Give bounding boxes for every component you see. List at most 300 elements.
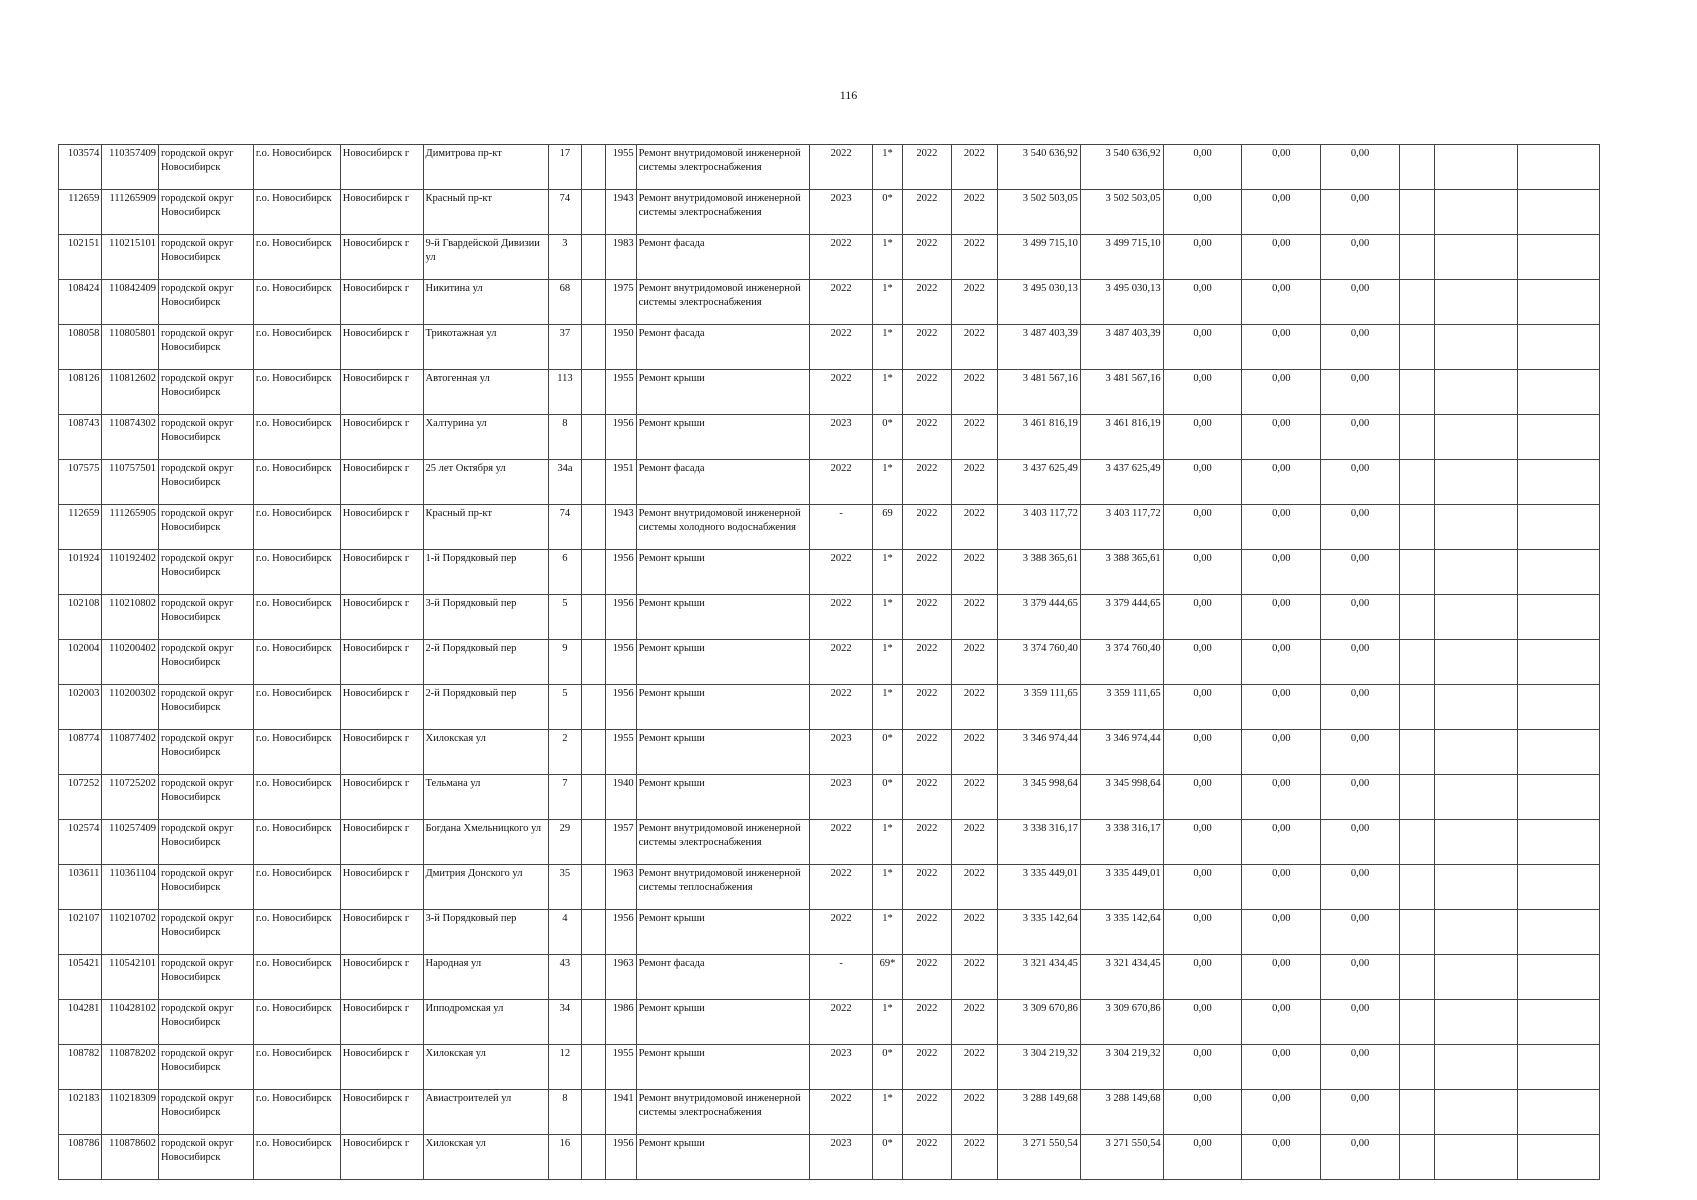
cell-house-id: 102574 — [59, 820, 102, 865]
cell-local-cost: 0,00 — [1321, 190, 1400, 235]
cell-extra-1 — [1399, 235, 1434, 280]
table-row — [59, 325, 1600, 370]
cell-house-number: 43 — [548, 955, 581, 1000]
cell-building — [582, 955, 606, 1000]
cell-total-cost: 3 495 030,13 — [998, 280, 1081, 325]
cell-start-year: 2022 — [903, 865, 951, 910]
cell-total-cost: 3 403 117,72 — [998, 505, 1081, 550]
table-row — [59, 415, 1600, 460]
cell-street: 2-й Порядковый пер — [423, 685, 548, 730]
cell-extra-1 — [1399, 685, 1434, 730]
cell-start-year: 2022 — [903, 955, 951, 1000]
cell-extra-1 — [1399, 865, 1434, 910]
cell-extra-3 — [1518, 640, 1600, 685]
cell-municipality: городской округ Новосибирск — [158, 280, 253, 325]
cell-house-number: 6 — [548, 550, 581, 595]
cell-street: Димитрова пр-кт — [423, 145, 548, 190]
cell-end-year: 2022 — [951, 550, 997, 595]
cell-start-year: 2022 — [903, 370, 951, 415]
cell-work-type: Ремонт крыши — [636, 910, 810, 955]
cell-reason-code: 0* — [872, 415, 902, 460]
cell-reason-code: 1* — [872, 820, 902, 865]
cell-total-cost: 3 487 403,39 — [998, 325, 1081, 370]
cell-total-cost: 3 502 503,05 — [998, 190, 1081, 235]
cell-municipality: городской округ Новосибирск — [158, 640, 253, 685]
cell-street: Авиастроителей ул — [423, 1090, 548, 1135]
table-row — [59, 235, 1600, 280]
cell-reason-code: 0* — [872, 1135, 902, 1180]
cell-street: Трикотажная ул — [423, 325, 548, 370]
cell-total-cost: 3 309 670,86 — [998, 1000, 1081, 1045]
cell-reason-code: 1* — [872, 1000, 902, 1045]
cell-extra-1 — [1399, 550, 1434, 595]
cell-planned-year: 2022 — [810, 325, 873, 370]
cell-extra-2 — [1435, 595, 1518, 640]
cell-regional-cost: 0,00 — [1242, 280, 1321, 325]
cell-extra-3 — [1518, 955, 1600, 1000]
cell-reason-code: 1* — [872, 325, 902, 370]
cell-fund-cost: 3 321 434,45 — [1080, 955, 1163, 1000]
cell-regional-cost: 0,00 — [1242, 235, 1321, 280]
cell-regional-cost: 0,00 — [1242, 1090, 1321, 1135]
cell-total-cost: 3 379 444,65 — [998, 595, 1081, 640]
cell-planned-year: 2023 — [810, 775, 873, 820]
cell-local-cost: 0,00 — [1321, 730, 1400, 775]
cell-federal-cost: 0,00 — [1163, 595, 1242, 640]
cell-fund-cost: 3 502 503,05 — [1080, 190, 1163, 235]
cell-work-type: Ремонт внутридомовой инженерной системы электроснабжения — [636, 280, 810, 325]
cell-fund-cost: 3 495 030,13 — [1080, 280, 1163, 325]
cell-build-year: 1956 — [606, 415, 636, 460]
cell-federal-cost: 0,00 — [1163, 820, 1242, 865]
cell-municipality: городской округ Новосибирск — [158, 595, 253, 640]
cell-planned-year: 2023 — [810, 730, 873, 775]
cell-federal-cost: 0,00 — [1163, 865, 1242, 910]
cell-extra-2 — [1435, 730, 1518, 775]
cell-local-cost: 0,00 — [1321, 325, 1400, 370]
cell-extra-3 — [1518, 865, 1600, 910]
cell-start-year: 2022 — [903, 910, 951, 955]
cell-building — [582, 415, 606, 460]
cell-building — [582, 145, 606, 190]
cell-settlement: Новосибирск г — [340, 685, 423, 730]
cell-build-year: 1951 — [606, 460, 636, 505]
cell-house-id: 102151 — [59, 235, 102, 280]
cell-district: г.о. Новосибирск — [253, 1000, 340, 1045]
cell-house-number: 17 — [548, 145, 581, 190]
cell-house-id: 107252 — [59, 775, 102, 820]
table-row — [59, 280, 1600, 325]
cell-extra-2 — [1435, 685, 1518, 730]
cell-total-cost: 3 271 550,54 — [998, 1135, 1081, 1180]
cell-extra-1 — [1399, 910, 1434, 955]
cell-extra-1 — [1399, 1135, 1434, 1180]
cell-extra-3 — [1518, 370, 1600, 415]
cell-work-id: 110210802 — [102, 595, 159, 640]
cell-municipality: городской округ Новосибирск — [158, 1135, 253, 1180]
cell-work-type: Ремонт крыши — [636, 730, 810, 775]
cell-end-year: 2022 — [951, 235, 997, 280]
cell-extra-1 — [1399, 1000, 1434, 1045]
cell-local-cost: 0,00 — [1321, 910, 1400, 955]
cell-end-year: 2022 — [951, 640, 997, 685]
cell-building — [582, 370, 606, 415]
cell-fund-cost: 3 499 715,10 — [1080, 235, 1163, 280]
cell-building — [582, 235, 606, 280]
cell-work-id: 110805801 — [102, 325, 159, 370]
cell-street: 2-й Порядковый пер — [423, 640, 548, 685]
cell-planned-year: 2022 — [810, 640, 873, 685]
cell-extra-2 — [1435, 325, 1518, 370]
cell-street: 3-й Порядковый пер — [423, 595, 548, 640]
cell-street: Ипподромская ул — [423, 1000, 548, 1045]
cell-federal-cost: 0,00 — [1163, 1000, 1242, 1045]
cell-build-year: 1983 — [606, 235, 636, 280]
table-row — [59, 955, 1600, 1000]
cell-regional-cost: 0,00 — [1242, 1135, 1321, 1180]
cell-reason-code: 0* — [872, 190, 902, 235]
cell-street: Хилокская ул — [423, 1135, 548, 1180]
cell-end-year: 2022 — [951, 685, 997, 730]
cell-district: г.о. Новосибирск — [253, 145, 340, 190]
cell-district: г.о. Новосибирск — [253, 1090, 340, 1135]
cell-end-year: 2022 — [951, 190, 997, 235]
cell-house-id: 108424 — [59, 280, 102, 325]
cell-total-cost: 3 288 149,68 — [998, 1090, 1081, 1135]
cell-settlement: Новосибирск г — [340, 595, 423, 640]
cell-end-year: 2022 — [951, 460, 997, 505]
cell-federal-cost: 0,00 — [1163, 280, 1242, 325]
cell-build-year: 1986 — [606, 1000, 636, 1045]
cell-local-cost: 0,00 — [1321, 1135, 1400, 1180]
cell-end-year: 2022 — [951, 730, 997, 775]
cell-settlement: Новосибирск г — [340, 1090, 423, 1135]
cell-regional-cost: 0,00 — [1242, 730, 1321, 775]
cell-extra-2 — [1435, 190, 1518, 235]
cell-settlement: Новосибирск г — [340, 415, 423, 460]
cell-work-id: 110725202 — [102, 775, 159, 820]
cell-extra-3 — [1518, 1045, 1600, 1090]
cell-house-id: 108743 — [59, 415, 102, 460]
cell-municipality: городской округ Новосибирск — [158, 550, 253, 595]
cell-house-number: 37 — [548, 325, 581, 370]
cell-municipality: городской округ Новосибирск — [158, 370, 253, 415]
cell-extra-1 — [1399, 325, 1434, 370]
cell-house-id: 108786 — [59, 1135, 102, 1180]
cell-planned-year: 2023 — [810, 415, 873, 460]
cell-fund-cost: 3 309 670,86 — [1080, 1000, 1163, 1045]
cell-building — [582, 595, 606, 640]
cell-extra-3 — [1518, 685, 1600, 730]
cell-house-number: 16 — [548, 1135, 581, 1180]
cell-settlement: Новосибирск г — [340, 190, 423, 235]
cell-house-number: 74 — [548, 190, 581, 235]
cell-planned-year: 2022 — [810, 550, 873, 595]
cell-settlement: Новосибирск г — [340, 955, 423, 1000]
cell-end-year: 2022 — [951, 280, 997, 325]
cell-house-number: 12 — [548, 1045, 581, 1090]
cell-federal-cost: 0,00 — [1163, 460, 1242, 505]
cell-planned-year: 2022 — [810, 595, 873, 640]
cell-regional-cost: 0,00 — [1242, 370, 1321, 415]
cell-fund-cost: 3 346 974,44 — [1080, 730, 1163, 775]
cell-settlement: Новосибирск г — [340, 1045, 423, 1090]
cell-fund-cost: 3 335 449,01 — [1080, 865, 1163, 910]
cell-build-year: 1963 — [606, 955, 636, 1000]
cell-extra-2 — [1435, 1090, 1518, 1135]
cell-local-cost: 0,00 — [1321, 1045, 1400, 1090]
cell-extra-1 — [1399, 1045, 1434, 1090]
cell-federal-cost: 0,00 — [1163, 325, 1242, 370]
cell-start-year: 2022 — [903, 550, 951, 595]
cell-reason-code: 1* — [872, 550, 902, 595]
cell-house-id: 107575 — [59, 460, 102, 505]
cell-extra-3 — [1518, 595, 1600, 640]
cell-planned-year: - — [810, 505, 873, 550]
cell-extra-2 — [1435, 370, 1518, 415]
cell-federal-cost: 0,00 — [1163, 370, 1242, 415]
cell-municipality: городской округ Новосибирск — [158, 1090, 253, 1135]
cell-start-year: 2022 — [903, 1000, 951, 1045]
cell-regional-cost: 0,00 — [1242, 415, 1321, 460]
cell-work-type: Ремонт крыши — [636, 640, 810, 685]
cell-fund-cost: 3 461 816,19 — [1080, 415, 1163, 460]
table-row — [59, 550, 1600, 595]
cell-building — [582, 910, 606, 955]
cell-house-number: 8 — [548, 415, 581, 460]
cell-fund-cost: 3 487 403,39 — [1080, 325, 1163, 370]
cell-settlement: Новосибирск г — [340, 1000, 423, 1045]
cell-house-id: 108774 — [59, 730, 102, 775]
cell-district: г.о. Новосибирск — [253, 235, 340, 280]
cell-build-year: 1941 — [606, 1090, 636, 1135]
cell-municipality: городской округ Новосибирск — [158, 730, 253, 775]
cell-street: Халтурина ул — [423, 415, 548, 460]
cell-build-year: 1940 — [606, 775, 636, 820]
cell-district: г.о. Новосибирск — [253, 1045, 340, 1090]
cell-extra-1 — [1399, 595, 1434, 640]
cell-extra-1 — [1399, 415, 1434, 460]
cell-street: 3-й Порядковый пер — [423, 910, 548, 955]
table-row — [59, 1090, 1600, 1135]
cell-extra-1 — [1399, 280, 1434, 325]
cell-end-year: 2022 — [951, 370, 997, 415]
cell-building — [582, 1135, 606, 1180]
cell-extra-2 — [1435, 1135, 1518, 1180]
cell-municipality: городской округ Новосибирск — [158, 415, 253, 460]
cell-federal-cost: 0,00 — [1163, 1135, 1242, 1180]
cell-settlement: Новосибирск г — [340, 730, 423, 775]
cell-district: г.о. Новосибирск — [253, 550, 340, 595]
cell-settlement: Новосибирск г — [340, 865, 423, 910]
cell-fund-cost: 3 271 550,54 — [1080, 1135, 1163, 1180]
cell-house-number: 74 — [548, 505, 581, 550]
cell-extra-3 — [1518, 145, 1600, 190]
cell-extra-1 — [1399, 640, 1434, 685]
cell-extra-1 — [1399, 370, 1434, 415]
cell-fund-cost: 3 379 444,65 — [1080, 595, 1163, 640]
cell-house-number: 5 — [548, 685, 581, 730]
cell-district: г.о. Новосибирск — [253, 460, 340, 505]
cell-house-number: 68 — [548, 280, 581, 325]
cell-regional-cost: 0,00 — [1242, 190, 1321, 235]
cell-work-type: Ремонт крыши — [636, 775, 810, 820]
cell-district: г.о. Новосибирск — [253, 595, 340, 640]
cell-district: г.о. Новосибирск — [253, 910, 340, 955]
cell-work-type: Ремонт крыши — [636, 1045, 810, 1090]
cell-extra-2 — [1435, 910, 1518, 955]
cell-end-year: 2022 — [951, 955, 997, 1000]
cell-local-cost: 0,00 — [1321, 505, 1400, 550]
cell-work-id: 110877402 — [102, 730, 159, 775]
cell-regional-cost: 0,00 — [1242, 1000, 1321, 1045]
cell-total-cost: 3 461 816,19 — [998, 415, 1081, 460]
cell-street: Хилокская ул — [423, 730, 548, 775]
cell-fund-cost: 3 437 625,49 — [1080, 460, 1163, 505]
cell-build-year: 1943 — [606, 505, 636, 550]
cell-extra-3 — [1518, 1000, 1600, 1045]
cell-municipality: городской округ Новосибирск — [158, 235, 253, 280]
cell-extra-3 — [1518, 1135, 1600, 1180]
cell-planned-year: 2022 — [810, 1000, 873, 1045]
cell-planned-year: 2022 — [810, 370, 873, 415]
cell-federal-cost: 0,00 — [1163, 505, 1242, 550]
cell-house-id: 102003 — [59, 685, 102, 730]
cell-district: г.о. Новосибирск — [253, 640, 340, 685]
table-body — [59, 145, 1600, 1180]
cell-fund-cost: 3 481 567,16 — [1080, 370, 1163, 415]
cell-district: г.о. Новосибирск — [253, 505, 340, 550]
cell-start-year: 2022 — [903, 415, 951, 460]
cell-house-id: 108782 — [59, 1045, 102, 1090]
cell-regional-cost: 0,00 — [1242, 865, 1321, 910]
cell-federal-cost: 0,00 — [1163, 415, 1242, 460]
cell-extra-1 — [1399, 730, 1434, 775]
cell-work-id: 110428102 — [102, 1000, 159, 1045]
cell-start-year: 2022 — [903, 190, 951, 235]
cell-work-type: Ремонт фасада — [636, 235, 810, 280]
cell-build-year: 1957 — [606, 820, 636, 865]
cell-house-id: 108126 — [59, 370, 102, 415]
cell-street: Богдана Хмельницкого ул — [423, 820, 548, 865]
cell-extra-2 — [1435, 460, 1518, 505]
cell-work-id: 110842409 — [102, 280, 159, 325]
cell-local-cost: 0,00 — [1321, 1090, 1400, 1135]
cell-extra-2 — [1435, 955, 1518, 1000]
cell-extra-3 — [1518, 1090, 1600, 1135]
cell-settlement: Новосибирск г — [340, 460, 423, 505]
cell-district: г.о. Новосибирск — [253, 190, 340, 235]
cell-reason-code: 1* — [872, 640, 902, 685]
table-row — [59, 595, 1600, 640]
cell-work-id: 110361104 — [102, 865, 159, 910]
cell-house-number: 3 — [548, 235, 581, 280]
cell-build-year: 1943 — [606, 190, 636, 235]
cell-street: Никитина ул — [423, 280, 548, 325]
cell-build-year: 1956 — [606, 910, 636, 955]
cell-build-year: 1955 — [606, 730, 636, 775]
cell-start-year: 2022 — [903, 595, 951, 640]
cell-reason-code: 1* — [872, 685, 902, 730]
cell-total-cost: 3 359 111,65 — [998, 685, 1081, 730]
cell-work-type: Ремонт внутридомовой инженерной системы электроснабжения — [636, 820, 810, 865]
cell-building — [582, 280, 606, 325]
cell-municipality: городской округ Новосибирск — [158, 145, 253, 190]
table-row — [59, 370, 1600, 415]
cell-extra-2 — [1435, 235, 1518, 280]
cell-fund-cost: 3 304 219,32 — [1080, 1045, 1163, 1090]
cell-district: г.о. Новосибирск — [253, 370, 340, 415]
cell-settlement: Новосибирск г — [340, 235, 423, 280]
cell-work-id: 110878202 — [102, 1045, 159, 1090]
cell-building — [582, 1090, 606, 1135]
cell-extra-2 — [1435, 775, 1518, 820]
cell-federal-cost: 0,00 — [1163, 1045, 1242, 1090]
cell-start-year: 2022 — [903, 1090, 951, 1135]
cell-total-cost: 3 335 142,64 — [998, 910, 1081, 955]
cell-municipality: городской округ Новосибирск — [158, 775, 253, 820]
cell-local-cost: 0,00 — [1321, 820, 1400, 865]
cell-extra-2 — [1435, 550, 1518, 595]
cell-local-cost: 0,00 — [1321, 865, 1400, 910]
cell-extra-1 — [1399, 1090, 1434, 1135]
cell-local-cost: 0,00 — [1321, 640, 1400, 685]
cell-end-year: 2022 — [951, 1135, 997, 1180]
cell-extra-1 — [1399, 820, 1434, 865]
cell-extra-3 — [1518, 775, 1600, 820]
cell-work-type: Ремонт внутридомовой инженерной системы холодного водоснабжения — [636, 505, 810, 550]
cell-reason-code: 1* — [872, 145, 902, 190]
cell-house-number: 8 — [548, 1090, 581, 1135]
cell-extra-2 — [1435, 415, 1518, 460]
cell-end-year: 2022 — [951, 415, 997, 460]
cell-extra-3 — [1518, 325, 1600, 370]
cell-total-cost: 3 335 449,01 — [998, 865, 1081, 910]
table-row — [59, 1135, 1600, 1180]
cell-work-id: 110542101 — [102, 955, 159, 1000]
cell-reason-code: 69* — [872, 955, 902, 1000]
cell-district: г.о. Новосибирск — [253, 415, 340, 460]
cell-federal-cost: 0,00 — [1163, 685, 1242, 730]
cell-regional-cost: 0,00 — [1242, 820, 1321, 865]
cell-work-type: Ремонт крыши — [636, 1000, 810, 1045]
cell-regional-cost: 0,00 — [1242, 910, 1321, 955]
table-row — [59, 730, 1600, 775]
cell-regional-cost: 0,00 — [1242, 550, 1321, 595]
cell-reason-code: 1* — [872, 370, 902, 415]
cell-start-year: 2022 — [903, 460, 951, 505]
cell-end-year: 2022 — [951, 1000, 997, 1045]
cell-start-year: 2022 — [903, 505, 951, 550]
cell-total-cost: 3 499 715,10 — [998, 235, 1081, 280]
cell-settlement: Новосибирск г — [340, 370, 423, 415]
cell-work-id: 110357409 — [102, 145, 159, 190]
cell-municipality: городской округ Новосибирск — [158, 820, 253, 865]
cell-settlement: Новосибирск г — [340, 505, 423, 550]
cell-street: Тельмана ул — [423, 775, 548, 820]
cell-extra-3 — [1518, 415, 1600, 460]
cell-house-number: 34 — [548, 1000, 581, 1045]
cell-end-year: 2022 — [951, 820, 997, 865]
cell-work-id: 110257409 — [102, 820, 159, 865]
cell-work-id: 111265905 — [102, 505, 159, 550]
cell-reason-code: 1* — [872, 910, 902, 955]
cell-work-type: Ремонт фасада — [636, 325, 810, 370]
cell-house-number: 5 — [548, 595, 581, 640]
cell-build-year: 1956 — [606, 595, 636, 640]
cell-regional-cost: 0,00 — [1242, 460, 1321, 505]
cell-work-id: 110757501 — [102, 460, 159, 505]
